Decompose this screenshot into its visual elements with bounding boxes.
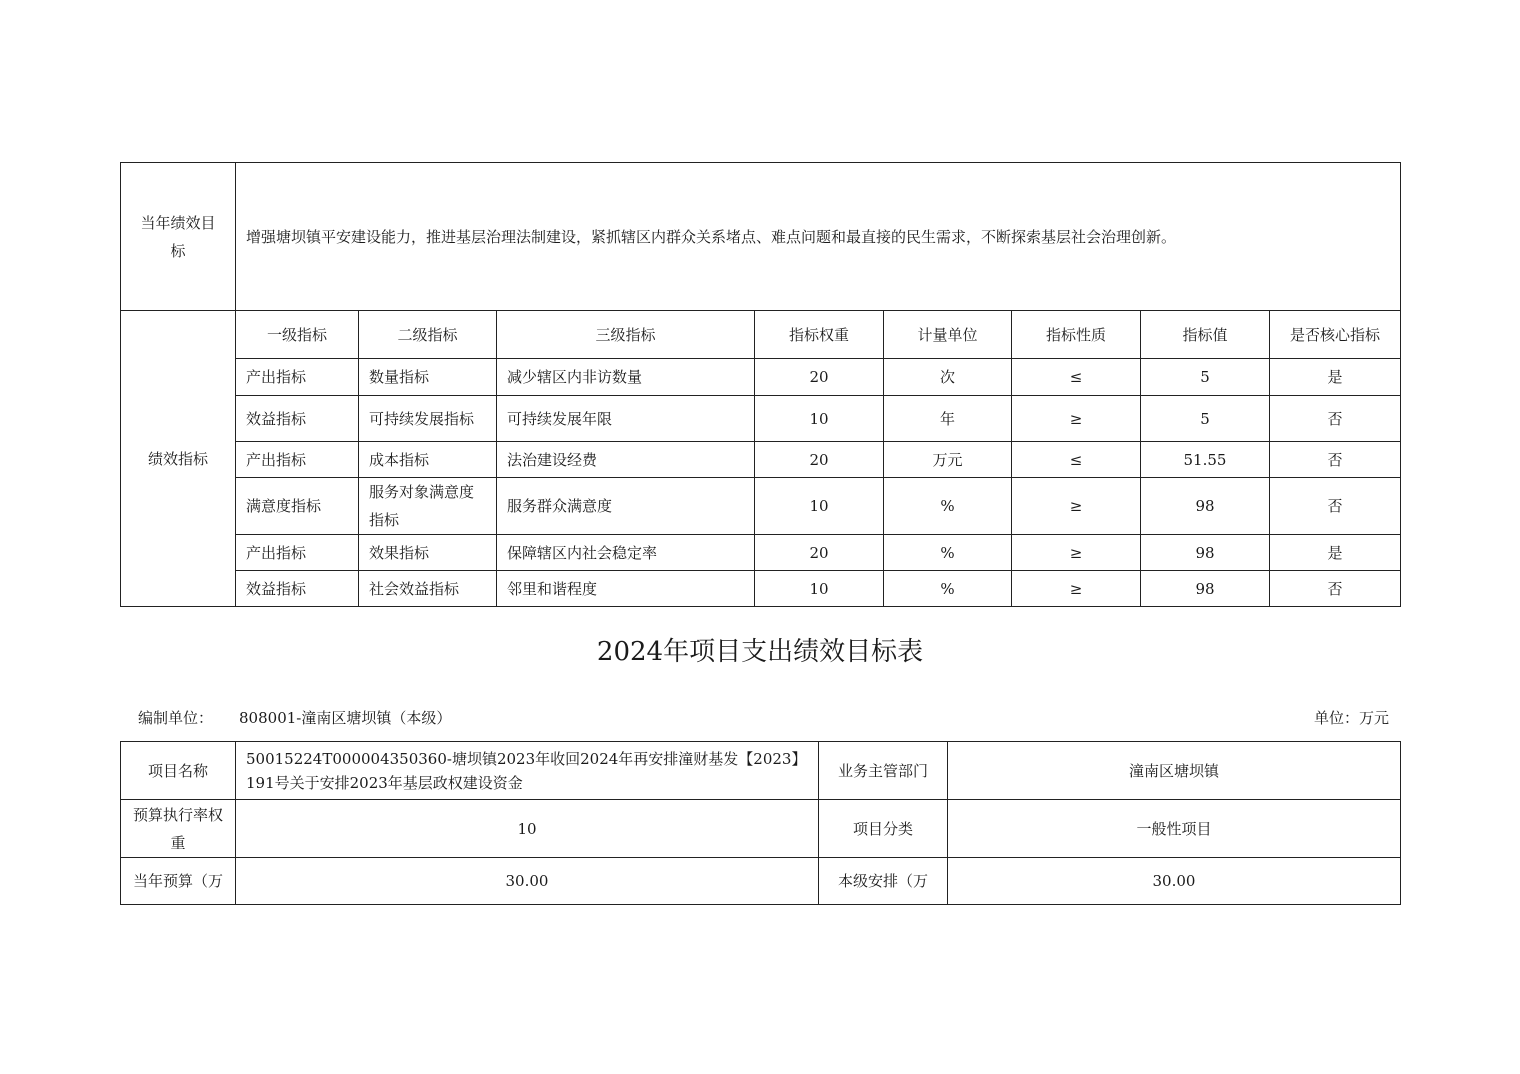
header-value: 指标值 (1141, 311, 1270, 359)
row-unit: 年 (884, 396, 1012, 442)
row-level3: 法治建设经费 (497, 442, 755, 478)
row-level1: 产出指标 (236, 442, 359, 478)
project-name-label: 项目名称 (121, 742, 236, 800)
header-level2: 二级指标 (359, 311, 497, 359)
header-level3: 三级指标 (497, 311, 755, 359)
category-value: 一般性项目 (948, 800, 1401, 858)
row-weight: 20 (755, 535, 884, 571)
org-unit-row (138, 705, 1389, 731)
row-level1: 产出指标 (236, 535, 359, 571)
row-value: 98 (1141, 535, 1270, 571)
row-core: 否 (1270, 478, 1401, 535)
org-value: 808001-潼南区塘坝镇（本级） (239, 709, 452, 727)
row-weight: 10 (755, 571, 884, 607)
row-level3: 保障辖区内社会稳定率 (497, 535, 755, 571)
row-core: 否 (1270, 571, 1401, 607)
org-info (138, 705, 451, 731)
row-value: 51.55 (1141, 442, 1270, 478)
row-weight: 10 (755, 478, 884, 535)
row-level3: 服务群众满意度 (497, 478, 755, 535)
row-nature: ≥ (1012, 535, 1141, 571)
annual-goal-content: 增强塘坝镇平安建设能力，推进基层治理法制建设，紧抓辖区内群众关系堵点、难点问题和最直接的民生需求，不断探索基层社会治理创新。 (236, 163, 1401, 311)
row-level2: 成本指标 (359, 442, 497, 478)
project-info-table (120, 741, 1401, 905)
row-nature: ≤ (1012, 442, 1141, 478)
row-weight: 20 (755, 442, 884, 478)
header-nature: 指标性质 (1012, 311, 1141, 359)
table-row (121, 396, 1401, 442)
page-title: 2024年项目支出绩效目标表 (596, 637, 924, 667)
money-unit: 单位：万元 (1313, 709, 1389, 727)
dept-value: 潼南区塘坝镇 (948, 742, 1401, 800)
row-level3: 减少辖区内非访数量 (497, 359, 755, 396)
row-value: 98 (1141, 571, 1270, 607)
header-level1: 一级指标 (236, 311, 359, 359)
row-level1: 满意度指标 (236, 478, 359, 535)
row-level2: 数量指标 (359, 359, 497, 396)
table-row (121, 359, 1401, 396)
row-value: 98 (1141, 478, 1270, 535)
row-level3: 可持续发展年限 (497, 396, 755, 442)
row-nature: ≥ (1012, 478, 1141, 535)
row-level2: 服务对象满意度指标 (359, 478, 497, 535)
budget-value: 30.00 (236, 858, 819, 905)
row-unit: % (884, 571, 1012, 607)
row-unit: % (884, 535, 1012, 571)
row-value: 5 (1141, 396, 1270, 442)
table-row (121, 478, 1401, 535)
table-row (121, 442, 1401, 478)
row-unit: % (884, 478, 1012, 535)
row-level2: 效果指标 (359, 535, 497, 571)
header-weight: 指标权重 (755, 311, 884, 359)
annual-goal-label: 当年绩效目标 (121, 163, 236, 311)
row-nature: ≥ (1012, 396, 1141, 442)
exec-rate-label: 预算执行率权重 (121, 800, 236, 858)
exec-rate-value: 10 (236, 800, 819, 858)
org-label: 编制单位： (138, 709, 214, 727)
performance-goal-table (120, 162, 1401, 607)
row-level2: 可持续发展指标 (359, 396, 497, 442)
table-row (121, 535, 1401, 571)
row-level1: 效益指标 (236, 396, 359, 442)
dept-label: 业务主管部门 (819, 742, 948, 800)
row-weight: 20 (755, 359, 884, 396)
category-label: 项目分类 (819, 800, 948, 858)
row-level3: 邻里和谐程度 (497, 571, 755, 607)
row-nature: ≤ (1012, 359, 1141, 396)
local-arrange-value: 30.00 (948, 858, 1401, 905)
header-core: 是否核心指标 (1270, 311, 1401, 359)
row-weight: 10 (755, 396, 884, 442)
row-core: 否 (1270, 442, 1401, 478)
row-unit: 次 (884, 359, 1012, 396)
row-nature: ≥ (1012, 571, 1141, 607)
header-unit: 计量单位 (884, 311, 1012, 359)
row-core: 是 (1270, 359, 1401, 396)
budget-label: 当年预算（万 (121, 858, 236, 905)
row-level1: 产出指标 (236, 359, 359, 396)
indicators-label: 绩效指标 (121, 311, 236, 607)
local-arrange-label: 本级安排（万 (819, 858, 948, 905)
table-row (121, 571, 1401, 607)
row-value: 5 (1141, 359, 1270, 396)
row-level1: 效益指标 (236, 571, 359, 607)
row-core: 是 (1270, 535, 1401, 571)
row-core: 否 (1270, 396, 1401, 442)
row-level2: 社会效益指标 (359, 571, 497, 607)
row-unit: 万元 (884, 442, 1012, 478)
project-name-value: 50015224T000004350360-塘坝镇2023年收回2024年再安排潼财基发【2023】191号关于安排2023年基层政权建设资金 (236, 742, 819, 800)
